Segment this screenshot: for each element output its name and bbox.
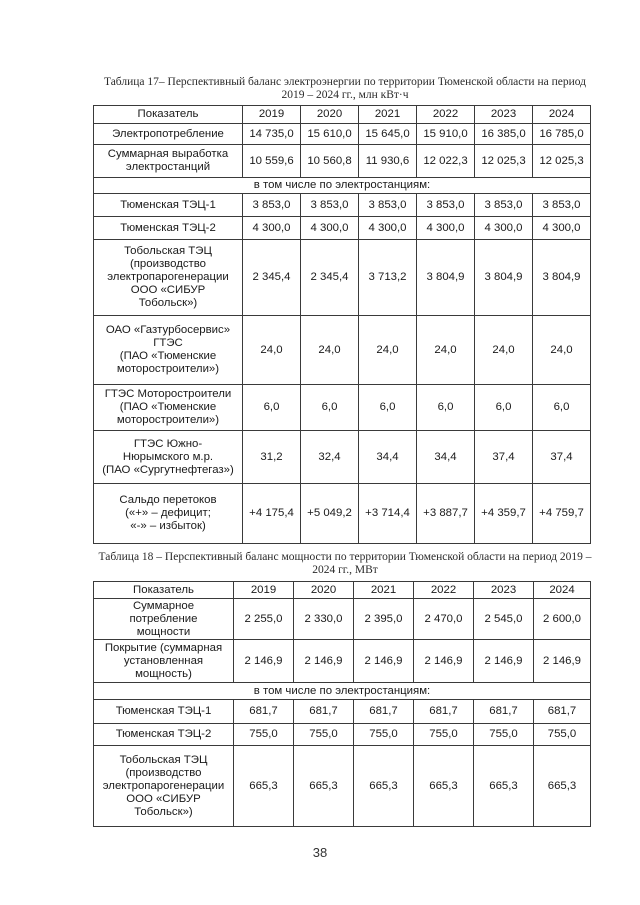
value-cell: 15 645,0 (359, 124, 417, 145)
value-cell: 3 713,2 (359, 240, 417, 316)
value-cell: 665,3 (294, 746, 354, 827)
table-row (94, 194, 591, 217)
row-label: Тюменская ТЭЦ-2 (94, 217, 243, 240)
value-cell: 2 330,0 (294, 599, 354, 640)
value-cell: 24,0 (533, 316, 591, 385)
header-year: 2020 (301, 106, 359, 124)
row-label: Тюменская ТЭЦ-1 (94, 194, 243, 217)
value-cell: +4 359,7 (475, 484, 533, 544)
value-cell: 2 255,0 (234, 599, 294, 640)
value-cell: 3 853,0 (243, 194, 301, 217)
value-cell: 16 785,0 (533, 124, 591, 145)
value-cell: 3 853,0 (359, 194, 417, 217)
table-18-caption: Таблица 18 – Перспективный баланс мощности по территории Тюменской области на период 2019 – 2024 гг., МВт (98, 551, 592, 576)
value-cell: 6,0 (475, 385, 533, 431)
value-cell: 4 300,0 (359, 217, 417, 240)
value-cell: 2 146,9 (294, 640, 354, 683)
value-cell: 34,4 (417, 431, 475, 484)
value-cell: 665,3 (414, 746, 474, 827)
value-cell: 37,4 (533, 431, 591, 484)
value-cell: 681,7 (354, 700, 414, 724)
header-indicator: Показатель (94, 106, 243, 124)
table-row (94, 240, 591, 316)
value-cell: 12 022,3 (417, 145, 475, 178)
row-label: Сальдо перетоков («+» – дефицит; «-» – избыток) (94, 484, 243, 544)
value-cell: 10 559,6 (243, 145, 301, 178)
value-cell: 3 853,0 (417, 194, 475, 217)
value-cell: 24,0 (243, 316, 301, 385)
value-cell: 6,0 (533, 385, 591, 431)
value-cell: 24,0 (301, 316, 359, 385)
value-cell: 2 146,9 (354, 640, 414, 683)
value-cell: 6,0 (417, 385, 475, 431)
row-label: ОАО «Газтурбосервис» ГТЭС (ПАО «Тюменские моторостроители») (94, 316, 243, 385)
value-cell: 12 025,3 (533, 145, 591, 178)
value-cell: 3 853,0 (475, 194, 533, 217)
table-17-electricity-balance (93, 105, 591, 544)
value-cell: 755,0 (234, 724, 294, 746)
row-label: ГТЭС Южно- Нюрымского м.р. (ПАО «Сургутнефтегаз») (94, 431, 243, 484)
header-year: 2021 (359, 106, 417, 124)
value-cell: +3 887,7 (417, 484, 475, 544)
value-cell: 755,0 (474, 724, 534, 746)
value-cell: 24,0 (475, 316, 533, 385)
value-cell: 4 300,0 (475, 217, 533, 240)
table-row (94, 316, 591, 385)
value-cell: +3 714,4 (359, 484, 417, 544)
table-row (94, 124, 591, 145)
table-row (94, 640, 591, 683)
header-year: 2023 (475, 106, 533, 124)
value-cell: 15 610,0 (301, 124, 359, 145)
section-label: в том числе по электростанциям: (94, 683, 591, 700)
value-cell: 4 300,0 (243, 217, 301, 240)
value-cell: 4 300,0 (417, 217, 475, 240)
value-cell: 2 470,0 (414, 599, 474, 640)
value-cell: 10 560,8 (301, 145, 359, 178)
value-cell: 755,0 (414, 724, 474, 746)
value-cell: 2 146,9 (234, 640, 294, 683)
header-year: 2019 (234, 582, 294, 599)
table-17-caption: Таблица 17– Перспективный баланс электроэнергии по территории Тюменской области на период 2019 – 2024 гг., млн кВт·ч (103, 76, 587, 101)
value-cell: +4 759,7 (533, 484, 591, 544)
value-cell: 3 804,9 (475, 240, 533, 316)
value-cell: 3 853,0 (301, 194, 359, 217)
value-cell: 32,4 (301, 431, 359, 484)
value-cell: 2 545,0 (474, 599, 534, 640)
table-row (94, 431, 591, 484)
row-label: Тюменская ТЭЦ-1 (94, 700, 234, 724)
value-cell: 6,0 (301, 385, 359, 431)
page-number: 38 (312, 845, 328, 860)
value-cell: 6,0 (243, 385, 301, 431)
value-cell: 2 345,4 (301, 240, 359, 316)
value-cell: 665,3 (354, 746, 414, 827)
value-cell: 665,3 (534, 746, 591, 827)
value-cell: 3 804,9 (533, 240, 591, 316)
value-cell: 12 025,3 (475, 145, 533, 178)
table-row (94, 217, 591, 240)
value-cell: 2 146,9 (534, 640, 591, 683)
header-indicator: Показатель (94, 582, 234, 599)
table-row (94, 700, 591, 724)
header-year: 2020 (294, 582, 354, 599)
value-cell: 665,3 (474, 746, 534, 827)
row-label: Суммарное потребление мощности (94, 599, 234, 640)
value-cell: 16 385,0 (475, 124, 533, 145)
header-year: 2022 (417, 106, 475, 124)
table-row (94, 724, 591, 746)
header-year: 2023 (474, 582, 534, 599)
section-row (94, 683, 591, 700)
value-cell: 2 345,4 (243, 240, 301, 316)
value-cell: 2 146,9 (414, 640, 474, 683)
table-row (94, 746, 591, 827)
table-18-power-balance (93, 581, 591, 827)
value-cell: 755,0 (534, 724, 591, 746)
row-label: Суммарная выработка электростанций (94, 145, 243, 178)
section-label: в том числе по электростанциям: (94, 178, 591, 194)
value-cell: 24,0 (359, 316, 417, 385)
value-cell: 11 930,6 (359, 145, 417, 178)
value-cell: 681,7 (234, 700, 294, 724)
value-cell: 665,3 (234, 746, 294, 827)
value-cell: 2 146,9 (474, 640, 534, 683)
table-row (94, 145, 591, 178)
row-label: Тобольская ТЭЦ (производство электропарогенерации ООО «СИБУР Тобольск») (94, 240, 243, 316)
value-cell: 3 804,9 (417, 240, 475, 316)
value-cell: 4 300,0 (301, 217, 359, 240)
table-header-row (94, 582, 591, 599)
value-cell: 4 300,0 (533, 217, 591, 240)
value-cell: 31,2 (243, 431, 301, 484)
header-year: 2024 (533, 106, 591, 124)
value-cell: 2 600,0 (534, 599, 591, 640)
table-row (94, 385, 591, 431)
row-label: Покрытие (суммарная установленная мощность) (94, 640, 234, 683)
value-cell: 3 853,0 (533, 194, 591, 217)
value-cell: 681,7 (534, 700, 591, 724)
value-cell: 14 735,0 (243, 124, 301, 145)
row-label: Электропотребление (94, 124, 243, 145)
table-row (94, 599, 591, 640)
section-row (94, 178, 591, 194)
table-header-row (94, 106, 591, 124)
value-cell: 6,0 (359, 385, 417, 431)
value-cell: 755,0 (294, 724, 354, 746)
value-cell: +5 049,2 (301, 484, 359, 544)
row-label: Тобольская ТЭЦ (производство электропарогенерации ООО «СИБУР Тобольск») (94, 746, 234, 827)
value-cell: 15 910,0 (417, 124, 475, 145)
row-label: ГТЭС Моторостроители (ПАО «Тюменские моторостроители») (94, 385, 243, 431)
value-cell: 681,7 (474, 700, 534, 724)
value-cell: 755,0 (354, 724, 414, 746)
header-year: 2024 (534, 582, 591, 599)
value-cell: +4 175,4 (243, 484, 301, 544)
header-year: 2022 (414, 582, 474, 599)
value-cell: 681,7 (294, 700, 354, 724)
value-cell: 681,7 (414, 700, 474, 724)
table-row (94, 484, 591, 544)
value-cell: 37,4 (475, 431, 533, 484)
value-cell: 24,0 (417, 316, 475, 385)
row-label: Тюменская ТЭЦ-2 (94, 724, 234, 746)
header-year: 2021 (354, 582, 414, 599)
value-cell: 34,4 (359, 431, 417, 484)
header-year: 2019 (243, 106, 301, 124)
value-cell: 2 395,0 (354, 599, 414, 640)
